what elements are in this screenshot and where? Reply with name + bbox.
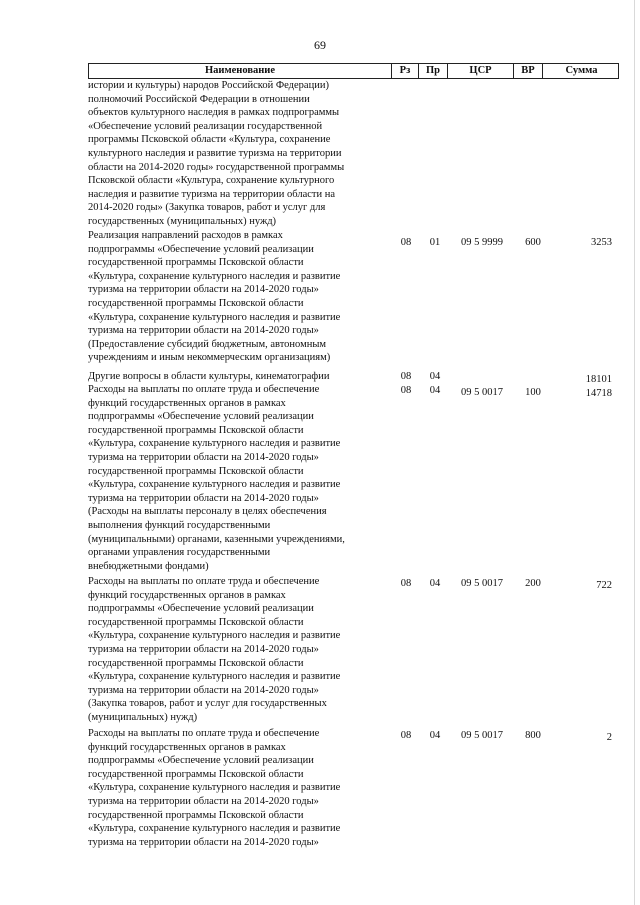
table-row-pr: 04 xyxy=(429,371,441,382)
table-row-vr: 100 xyxy=(525,387,541,398)
table-row-sum: 722 xyxy=(596,580,612,591)
header-rz: Рз xyxy=(391,64,418,78)
table-row-pr: 04 xyxy=(429,385,441,396)
header-vr: ВР xyxy=(513,64,542,78)
table-row-name: Расходы на выплаты по оплате труда и обеспечение функций государственных органов в рамках подпрограммы «Обеспечение условий реализации государственной программы Псковской области «Культура, сохранение культурного наследия и развитие туризма на территории области на 2014-2020 годы» государственной программы Псковской области «Культура, сохранение культурного наследия и развитие туризма на территории области на 2014-2020 годы» (Расходы на выплаты персоналу в целях обеспечения выполнения функций государственными (муниципальными) органами, казенными учреждениями, органами управления государственными внебюджетными фондами) xyxy=(88,384,345,572)
table-row-rz: 08 xyxy=(400,371,412,382)
table-row-sum: 18101 xyxy=(585,374,612,385)
table-row-sum: 14718 xyxy=(585,388,612,399)
table-row-name: истории и культуры) народов Российской Федерации) полномочий Российской Федерации в отношении объектов культурного наследия в рамках подпрограммы «Обеспечение условий реализации государственной программы Псковской области «Культура, сохранение культурного наследия и развитие туризма на территории области на 2014-2020 годы» государственной программы Псковской области «Культура, сохранение культурного наследия и развитие туризма на территории области на 2014-2020 годы» (Закупка товаров, работ и услуг для государственных (муниципальных) нужд) xyxy=(88,80,345,227)
header-pr: Пр xyxy=(418,64,447,78)
table-row-name: Реализация направлений расходов в рамках подпрограммы «Обеспечение условий реализации государственной программы Псковской области «Культура, сохранение культурного наследия и развитие туризма на территории области на 2014-2020 годы» государственной программы Псковской области «Культура, сохранение культурного наследия и развитие туризма на территории области на 2014-2020 годы» (Предоставление субсидий бюджетным, автономным учреждениям и иным некоммерческим организациям) xyxy=(88,230,341,364)
table-row-sum: 3253 xyxy=(591,237,612,248)
header-sum: Сумма xyxy=(542,64,620,78)
header-csr: ЦСР xyxy=(447,64,513,78)
table-row-rz: 08 xyxy=(400,578,412,589)
table-row-csr: 09 5 0017 xyxy=(461,730,503,741)
table-row-name: Другие вопросы в области культуры, кинематографии xyxy=(88,371,330,382)
table-row-sum: 2 xyxy=(606,732,612,743)
table-row-pr: 04 xyxy=(429,730,441,741)
table-row-vr: 800 xyxy=(525,730,541,741)
table-row-rz: 08 xyxy=(400,385,412,396)
table-row-pr: 04 xyxy=(429,578,441,589)
table-row-csr: 09 5 0017 xyxy=(461,578,503,589)
table-row-rz: 08 xyxy=(400,730,412,741)
table-row-vr: 200 xyxy=(525,578,541,589)
table-row-csr: 09 5 0017 xyxy=(461,387,503,398)
table-row-name: Расходы на выплаты по оплате труда и обеспечение функций государственных органов в рамках подпрограммы «Обеспечение условий реализации государственной программы Псковской области «Культура, сохранение культурного наследия и развитие туризма на территории области на 2014-2020 годы» государственной программы Псковской области «Культура, сохранение культурного наследия и развитие туризма на территории области на 2014-2020 годы» (Закупка товаров, работ и услуг для государственных (муниципальных) нужд) xyxy=(88,576,341,723)
table-row-name: Расходы на выплаты по оплате труда и обеспечение функций государственных органов в рамках подпрограммы «Обеспечение условий реализации государственной программы Псковской области «Культура, сохранение культурного наследия и развитие туризма на территории области на 2014-2020 годы» государственной программы Псковской области «Культура, сохранение культурного наследия и развитие туризма на территории области на 2014-2020 годы» xyxy=(88,728,341,848)
table-row-vr: 600 xyxy=(525,237,541,248)
table-header xyxy=(88,63,619,79)
scan-edge-line xyxy=(634,0,635,905)
table-row-rz: 08 xyxy=(400,237,412,248)
page-number: 69 xyxy=(314,38,326,52)
table-row-csr: 09 5 9999 xyxy=(461,237,503,248)
header-name: Наименование xyxy=(205,65,275,76)
table-row-pr: 01 xyxy=(429,237,441,248)
